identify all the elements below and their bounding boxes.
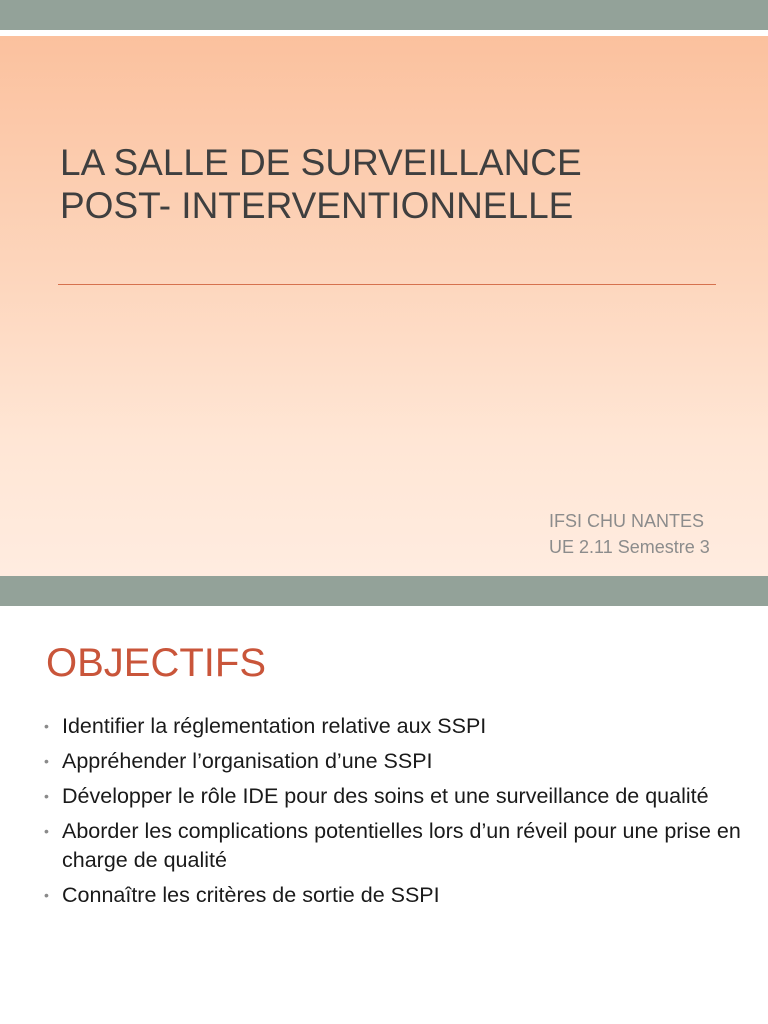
subtitle-line-2: UE 2.11 Semestre 3 bbox=[549, 537, 710, 557]
list-item bbox=[44, 881, 744, 910]
list-item-text: Aborder les complications potentielles lors d’un réveil pour une prise en charge de qualité bbox=[62, 819, 741, 872]
title-slide bbox=[0, 36, 768, 576]
list-item-text: Identifier la réglementation relative aux SSPI bbox=[62, 714, 487, 738]
slide-subtitle bbox=[549, 508, 759, 560]
bullet-icon: • bbox=[44, 788, 49, 804]
slide-title-line-1: LA SALLE DE SURVEILLANCE bbox=[60, 142, 582, 183]
list-item bbox=[44, 817, 744, 875]
list-item-text: Appréhender l’organisation d’une SSPI bbox=[62, 749, 433, 773]
middle-band bbox=[0, 576, 768, 606]
title-divider bbox=[58, 284, 716, 285]
objectives-slide bbox=[0, 606, 768, 1024]
subtitle-line-1: IFSI CHU NANTES bbox=[549, 511, 705, 531]
bullet-icon: • bbox=[44, 823, 49, 839]
list-item bbox=[44, 782, 744, 811]
objectives-list bbox=[44, 712, 744, 916]
bullet-icon: • bbox=[44, 887, 49, 903]
slide-title-line-2: POST- INTERVENTIONNELLE bbox=[60, 185, 574, 226]
bullet-icon: • bbox=[44, 753, 49, 769]
bullet-icon: • bbox=[44, 718, 49, 734]
top-band bbox=[0, 0, 768, 30]
slide-title bbox=[60, 141, 750, 227]
list-item-text: Développer le rôle IDE pour des soins et une surveillance de qualité bbox=[62, 784, 709, 808]
list-item bbox=[44, 747, 744, 776]
objectives-heading: OBJECTIFS bbox=[46, 641, 267, 685]
list-item-text: Connaître les critères de sortie de SSPI bbox=[62, 883, 440, 907]
list-item bbox=[44, 712, 744, 741]
